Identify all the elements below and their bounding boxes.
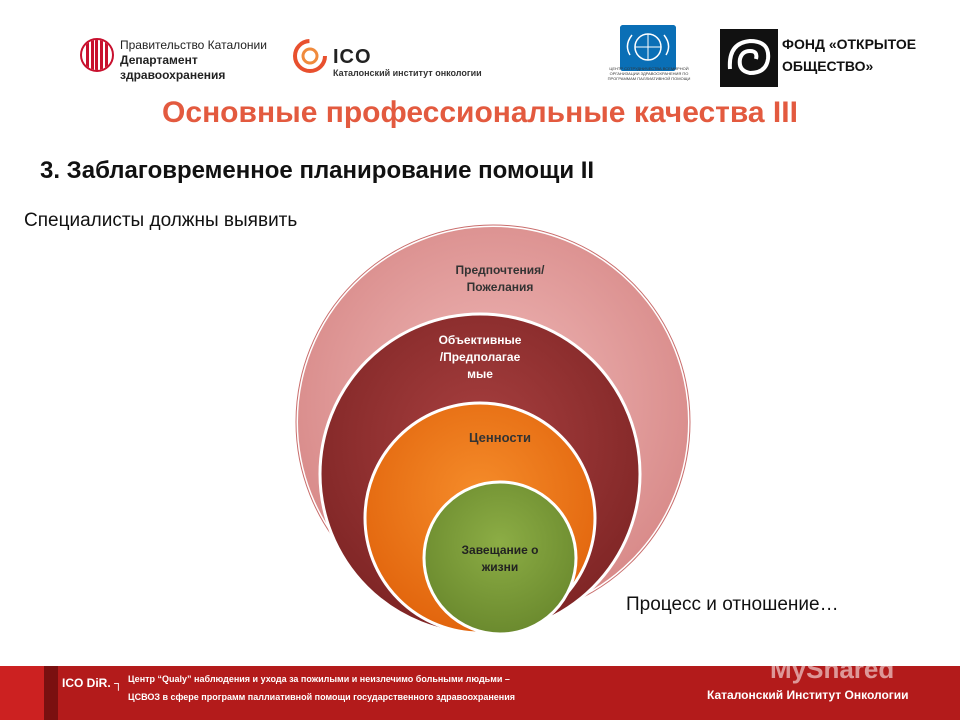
fund-line2: ОБЩЕСТВО» bbox=[782, 58, 874, 74]
footer-desc-line1: Центр “Qualy” наблюдения и ухода за пожилыми и неизлечимо больными людьми – bbox=[128, 674, 510, 684]
ring-second-line1: Объективные bbox=[438, 333, 522, 347]
ring-second-line3: мые bbox=[467, 367, 493, 381]
ico-logo-icon bbox=[290, 36, 330, 76]
fund-line1: ФОНД «ОТКРЫТОЕ bbox=[782, 36, 917, 52]
ring-second-line2: /Предполагае bbox=[439, 350, 521, 364]
footer-divider bbox=[44, 666, 58, 720]
slide-subtitle: 3. Заблаговременное планирование помощи II bbox=[40, 157, 595, 184]
open-society-label bbox=[782, 33, 916, 77]
gov-line2: Департамент bbox=[120, 53, 198, 67]
catalonia-government-logo bbox=[80, 38, 114, 72]
open-society-logo-icon bbox=[720, 29, 778, 87]
slide-title: Основные профессиональные качества III bbox=[162, 96, 798, 129]
ring-outer-line1: Предпочтения/ bbox=[455, 263, 545, 277]
ring-outer-label bbox=[430, 262, 570, 296]
ring-inner-line2: жизни bbox=[481, 560, 519, 574]
catalonia-government-label bbox=[120, 38, 267, 83]
footer-description bbox=[128, 670, 515, 706]
who-caption: ЦЕНТР СОТРУДНИЧЕСТВА ВСЕМИРНОЙ ОРГАНИЗАЦИИ ЗДРАВООХРАНЕНИЯ ПО ПРОГРАММАМ ПАЛЛИАТИВНОЙ ПОМОЩИ bbox=[607, 66, 691, 81]
process-text: Процесс и отношение… bbox=[626, 594, 839, 615]
ring-second-label bbox=[420, 332, 540, 383]
gov-line3: здравоохранения bbox=[120, 68, 226, 82]
ico-subtitle: Каталонский институт онкологии bbox=[333, 68, 482, 78]
footer-accent bbox=[0, 666, 44, 720]
ico-name: ICO bbox=[333, 46, 372, 68]
ring-outer-line2: Пожелания bbox=[466, 280, 534, 294]
ring-third-line1: Ценности bbox=[469, 430, 531, 445]
who-emblem-icon bbox=[620, 25, 676, 71]
ring-inner-line1: Завещание о bbox=[461, 543, 539, 557]
footer-desc-line2: ЦСВОЗ в сфере программ паллиативной помощи государственного здравоохранения bbox=[128, 692, 516, 702]
watermark: MyShared bbox=[770, 654, 895, 684]
gov-line1: Правительство Каталонии bbox=[120, 38, 267, 52]
footer-code: ICO DiR. ┐ bbox=[62, 676, 123, 690]
ring-third-label bbox=[440, 430, 560, 445]
footer-institute: Каталонский Институт Онкологии bbox=[707, 688, 909, 702]
intro-text: Специалисты должны выявить bbox=[24, 210, 298, 231]
ring-inner-label bbox=[440, 542, 560, 576]
